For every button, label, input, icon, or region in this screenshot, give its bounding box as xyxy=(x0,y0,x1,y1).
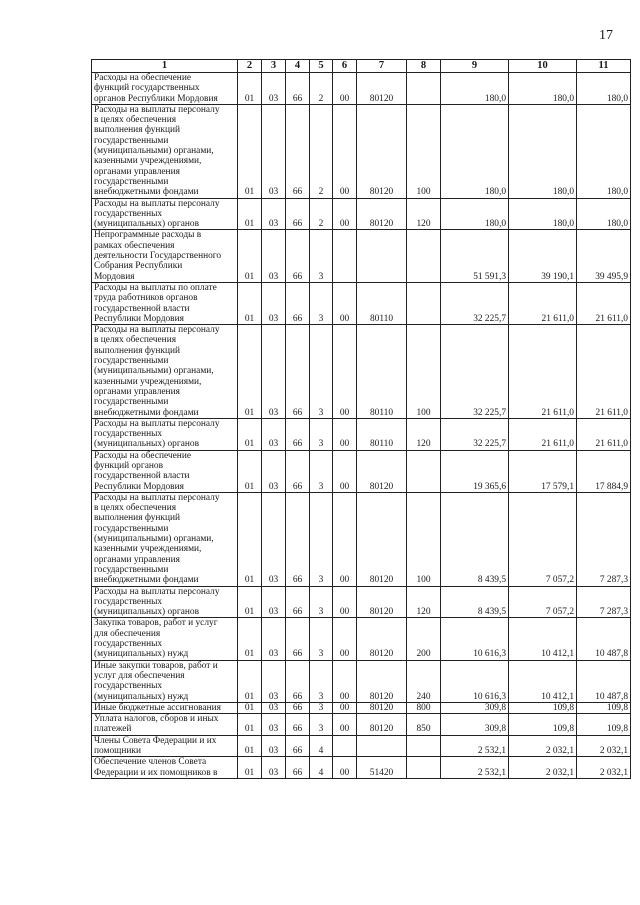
code-cell xyxy=(357,735,407,757)
column-header: 9 xyxy=(441,60,509,73)
code-cell: 240 xyxy=(407,660,441,702)
amount-cell: 19 365,6 xyxy=(441,450,509,492)
code-cell: 66 xyxy=(286,450,310,492)
code-cell: 01 xyxy=(238,492,262,586)
table-row xyxy=(92,198,631,230)
row-description: Закупка товаров, работ и услуг для обеспечения государственных (муниципальных) нужд xyxy=(92,618,238,660)
amount-cell: 7 057,2 xyxy=(509,586,577,618)
code-cell: 00 xyxy=(333,714,357,736)
column-header: 5 xyxy=(310,60,333,73)
column-header: 10 xyxy=(509,60,577,73)
code-cell: 3 xyxy=(310,282,333,324)
amount-cell: 32 225,7 xyxy=(441,282,509,324)
amount-cell: 180,0 xyxy=(509,73,577,105)
code-cell: 66 xyxy=(286,282,310,324)
code-cell: 66 xyxy=(286,735,310,757)
code-cell: 3 xyxy=(310,618,333,660)
column-header: 11 xyxy=(577,60,631,73)
table-row xyxy=(92,586,631,618)
amount-cell: 10 487,8 xyxy=(577,660,631,702)
table-row xyxy=(92,492,631,586)
code-cell: 00 xyxy=(333,757,357,779)
code-cell: 66 xyxy=(286,660,310,702)
code-cell: 80120 xyxy=(357,450,407,492)
amount-cell: 180,0 xyxy=(509,104,577,198)
code-cell: 3 xyxy=(310,714,333,736)
code-cell: 01 xyxy=(238,230,262,282)
code-cell: 800 xyxy=(407,702,441,713)
code-cell: 00 xyxy=(333,325,357,419)
code-cell: 80120 xyxy=(357,714,407,736)
header-row xyxy=(92,60,631,73)
table-row xyxy=(92,714,631,736)
row-description: Расходы на выплаты персоналу в целях обеспечения выполнения функций государственными (муниципальными) органами, казенными учреждениями, органами управления государственными внебюджетными фондами xyxy=(92,325,238,419)
code-cell: 80120 xyxy=(357,492,407,586)
row-description: Расходы на выплаты персоналу государственных (муниципальных) органов xyxy=(92,418,238,450)
amount-cell: 10 412,1 xyxy=(509,660,577,702)
code-cell: 01 xyxy=(238,714,262,736)
amount-cell: 10 616,3 xyxy=(441,618,509,660)
table-row xyxy=(92,282,631,324)
code-cell: 80120 xyxy=(357,660,407,702)
code-cell xyxy=(357,230,407,282)
amount-cell: 2 032,1 xyxy=(577,757,631,779)
code-cell: 100 xyxy=(407,325,441,419)
code-cell: 01 xyxy=(238,104,262,198)
code-cell: 66 xyxy=(286,702,310,713)
code-cell xyxy=(407,757,441,779)
code-cell: 3 xyxy=(310,230,333,282)
code-cell: 3 xyxy=(310,450,333,492)
code-cell: 100 xyxy=(407,104,441,198)
amount-cell: 7 287,3 xyxy=(577,586,631,618)
code-cell: 4 xyxy=(310,735,333,757)
row-description: Расходы на выплаты персоналу государственных (муниципальных) органов xyxy=(92,198,238,230)
code-cell: 03 xyxy=(262,418,286,450)
code-cell: 01 xyxy=(238,73,262,105)
code-cell: 03 xyxy=(262,735,286,757)
code-cell: 80120 xyxy=(357,73,407,105)
code-cell: 80120 xyxy=(357,618,407,660)
amount-cell: 7 287,3 xyxy=(577,492,631,586)
amount-cell: 180,0 xyxy=(577,73,631,105)
row-description: Расходы на выплаты персоналу в целях обеспечения выполнения функций государственными (муниципальными) органами, казенными учреждениями, органами управления государственными внебюджетными фондами xyxy=(92,492,238,586)
column-header: 4 xyxy=(286,60,310,73)
column-header: 3 xyxy=(262,60,286,73)
code-cell: 01 xyxy=(238,325,262,419)
row-description: Расходы на обеспечение функций государственных органов Республики Мордовия xyxy=(92,73,238,105)
amount-cell: 10 616,3 xyxy=(441,660,509,702)
code-cell: 03 xyxy=(262,702,286,713)
code-cell: 66 xyxy=(286,73,310,105)
code-cell: 03 xyxy=(262,757,286,779)
amount-cell: 21 611,0 xyxy=(509,325,577,419)
code-cell: 3 xyxy=(310,418,333,450)
code-cell: 00 xyxy=(333,702,357,713)
row-description: Расходы на обеспечение функций органов государственной власти Республики Мордовия xyxy=(92,450,238,492)
amount-cell: 8 439,5 xyxy=(441,492,509,586)
code-cell: 03 xyxy=(262,492,286,586)
code-cell: 66 xyxy=(286,104,310,198)
budget-table xyxy=(91,59,631,779)
code-cell: 3 xyxy=(310,702,333,713)
code-cell: 00 xyxy=(333,198,357,230)
code-cell: 00 xyxy=(333,660,357,702)
code-cell: 66 xyxy=(286,492,310,586)
code-cell: 80120 xyxy=(357,586,407,618)
code-cell: 03 xyxy=(262,660,286,702)
code-cell: 100 xyxy=(407,492,441,586)
code-cell xyxy=(407,450,441,492)
code-cell xyxy=(407,230,441,282)
code-cell: 00 xyxy=(333,418,357,450)
code-cell xyxy=(407,282,441,324)
table-row xyxy=(92,660,631,702)
code-cell: 66 xyxy=(286,418,310,450)
row-description: Расходы на выплаты персоналу в целях обеспечения выполнения функций государственными (муниципальными) органами, казенными учреждениями, органами управления государственными внебюджетными фондами xyxy=(92,104,238,198)
row-description: Расходы на выплаты персоналу государственных (муниципальных) органов xyxy=(92,586,238,618)
row-description: Уплата налогов, сборов и иных платежей xyxy=(92,714,238,736)
code-cell: 03 xyxy=(262,618,286,660)
table-body xyxy=(92,73,631,779)
code-cell xyxy=(333,735,357,757)
code-cell: 80110 xyxy=(357,418,407,450)
code-cell xyxy=(333,230,357,282)
row-description: Расходы на выплаты по оплате труда работников органов государственной власти Республики Мордовия xyxy=(92,282,238,324)
code-cell: 2 xyxy=(310,73,333,105)
amount-cell: 10 412,1 xyxy=(509,618,577,660)
row-description: Члены Совета Федерации и их помощники xyxy=(92,735,238,757)
code-cell: 120 xyxy=(407,198,441,230)
amount-cell: 7 057,2 xyxy=(509,492,577,586)
code-cell: 03 xyxy=(262,198,286,230)
amount-cell: 21 611,0 xyxy=(577,325,631,419)
amount-cell: 21 611,0 xyxy=(509,282,577,324)
amount-cell: 180,0 xyxy=(577,104,631,198)
column-header: 2 xyxy=(238,60,262,73)
amount-cell: 109,8 xyxy=(509,702,577,713)
code-cell: 66 xyxy=(286,198,310,230)
code-cell: 3 xyxy=(310,586,333,618)
amount-cell: 2 032,1 xyxy=(509,735,577,757)
amount-cell: 32 225,7 xyxy=(441,325,509,419)
code-cell: 00 xyxy=(333,618,357,660)
table-row xyxy=(92,450,631,492)
code-cell: 80110 xyxy=(357,282,407,324)
code-cell: 66 xyxy=(286,757,310,779)
code-cell: 01 xyxy=(238,450,262,492)
code-cell: 01 xyxy=(238,702,262,713)
code-cell: 01 xyxy=(238,735,262,757)
code-cell: 03 xyxy=(262,325,286,419)
code-cell: 66 xyxy=(286,586,310,618)
code-cell: 00 xyxy=(333,73,357,105)
code-cell: 2 xyxy=(310,104,333,198)
table-row xyxy=(92,104,631,198)
amount-cell: 180,0 xyxy=(441,104,509,198)
row-description: Обеспечение членов Совета Федерации и их помощников в xyxy=(92,757,238,779)
amount-cell: 8 439,5 xyxy=(441,586,509,618)
amount-cell: 180,0 xyxy=(509,198,577,230)
column-header: 8 xyxy=(407,60,441,73)
amount-cell: 51 591,3 xyxy=(441,230,509,282)
code-cell: 66 xyxy=(286,714,310,736)
code-cell: 00 xyxy=(333,492,357,586)
amount-cell: 21 611,0 xyxy=(577,282,631,324)
amount-cell: 32 225,7 xyxy=(441,418,509,450)
amount-cell: 2 532,1 xyxy=(441,735,509,757)
code-cell: 120 xyxy=(407,418,441,450)
page-number: 17 xyxy=(599,28,613,43)
code-cell: 01 xyxy=(238,198,262,230)
code-cell: 03 xyxy=(262,230,286,282)
amount-cell: 109,8 xyxy=(577,702,631,713)
code-cell: 03 xyxy=(262,104,286,198)
amount-cell: 180,0 xyxy=(577,198,631,230)
code-cell: 01 xyxy=(238,757,262,779)
table-row xyxy=(92,73,631,105)
code-cell: 2 xyxy=(310,198,333,230)
table-row xyxy=(92,735,631,757)
code-cell xyxy=(407,735,441,757)
amount-cell: 21 611,0 xyxy=(577,418,631,450)
code-cell: 03 xyxy=(262,450,286,492)
amount-cell: 2 032,1 xyxy=(509,757,577,779)
table-row xyxy=(92,618,631,660)
row-description: Иные закупки товаров, работ и услуг для обеспечения государственных (муниципальных) нужд xyxy=(92,660,238,702)
code-cell: 00 xyxy=(333,450,357,492)
amount-cell: 10 487,8 xyxy=(577,618,631,660)
code-cell: 03 xyxy=(262,714,286,736)
table-row xyxy=(92,702,631,713)
code-cell xyxy=(407,73,441,105)
table-row xyxy=(92,757,631,779)
amount-cell: 109,8 xyxy=(509,714,577,736)
code-cell: 80120 xyxy=(357,198,407,230)
code-cell: 80120 xyxy=(357,104,407,198)
code-cell: 3 xyxy=(310,492,333,586)
amount-cell: 180,0 xyxy=(441,73,509,105)
code-cell: 00 xyxy=(333,282,357,324)
table-row xyxy=(92,325,631,419)
code-cell: 01 xyxy=(238,660,262,702)
code-cell: 03 xyxy=(262,73,286,105)
code-cell: 3 xyxy=(310,660,333,702)
code-cell: 00 xyxy=(333,586,357,618)
code-cell: 03 xyxy=(262,282,286,324)
code-cell: 66 xyxy=(286,618,310,660)
amount-cell: 17 884,9 xyxy=(577,450,631,492)
row-description: Непрограммные расходы в рамках обеспечения деятельности Государственного Собрания Республики Мордовия xyxy=(92,230,238,282)
column-header: 1 xyxy=(92,60,238,73)
code-cell: 80110 xyxy=(357,325,407,419)
code-cell: 01 xyxy=(238,418,262,450)
code-cell: 00 xyxy=(333,104,357,198)
amount-cell: 309,8 xyxy=(441,714,509,736)
code-cell: 01 xyxy=(238,618,262,660)
code-cell: 4 xyxy=(310,757,333,779)
code-cell: 120 xyxy=(407,586,441,618)
table-row xyxy=(92,418,631,450)
code-cell: 80120 xyxy=(357,702,407,713)
code-cell: 200 xyxy=(407,618,441,660)
column-header: 7 xyxy=(357,60,407,73)
code-cell: 66 xyxy=(286,325,310,419)
code-cell: 3 xyxy=(310,325,333,419)
table-row xyxy=(92,230,631,282)
column-header: 6 xyxy=(333,60,357,73)
amount-cell: 17 579,1 xyxy=(509,450,577,492)
code-cell: 51420 xyxy=(357,757,407,779)
amount-cell: 39 190,1 xyxy=(509,230,577,282)
code-cell: 03 xyxy=(262,586,286,618)
amount-cell: 21 611,0 xyxy=(509,418,577,450)
code-cell: 66 xyxy=(286,230,310,282)
code-cell: 01 xyxy=(238,586,262,618)
amount-cell: 2 532,1 xyxy=(441,757,509,779)
code-cell: 01 xyxy=(238,282,262,324)
amount-cell: 180,0 xyxy=(441,198,509,230)
amount-cell: 2 032,1 xyxy=(577,735,631,757)
code-cell: 850 xyxy=(407,714,441,736)
amount-cell: 109,8 xyxy=(577,714,631,736)
amount-cell: 309,8 xyxy=(441,702,509,713)
amount-cell: 39 495,9 xyxy=(577,230,631,282)
row-description: Иные бюджетные ассигнования xyxy=(92,702,238,713)
